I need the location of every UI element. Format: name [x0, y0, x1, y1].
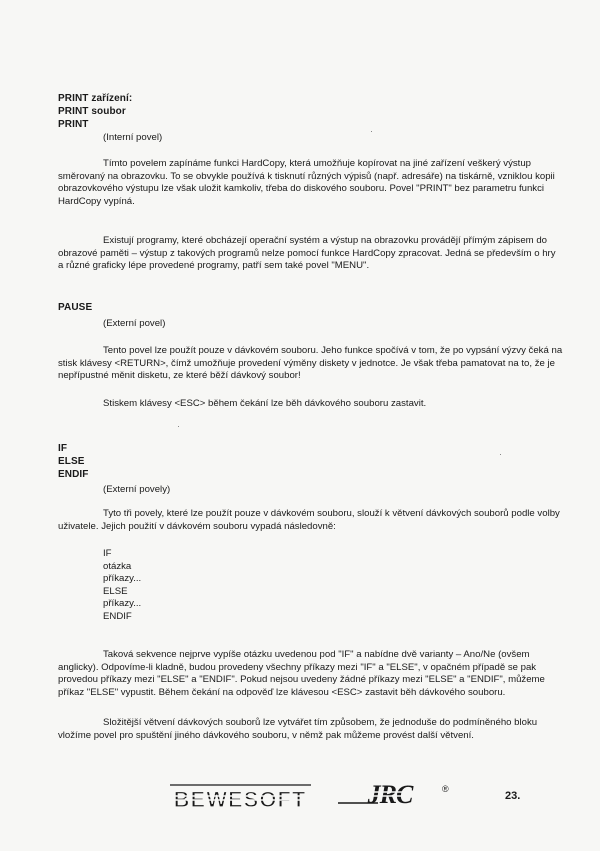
command-heading: PAUSE: [58, 302, 93, 313]
scan-speck: [500, 454, 501, 455]
listing-line: otázka: [103, 560, 132, 572]
paragraph: Existují programy, které obcházejí operační systém a výstup na obrazovku provádějí přímým zápisem do obrazové paměti – výstup z takových programů nelze pomocí funkce HardCopy zpracovat. Jedná se především o hry a různé graficky lépe provedené programy, patří sem také povel "MENU".: [58, 235, 556, 271]
command-type: (Interní povel): [103, 132, 163, 143]
listing-line: příkazy...: [103, 598, 142, 609]
scan-speck: [371, 131, 372, 132]
paragraph: Složitější větvení dávkových souborů lze vytvářet tím způsobem, že jednoduše do podmíněného bloku vložíme povel pro spuštění jiného dávkového souboru, v němž pak můžeme provést další větvení.: [58, 717, 538, 741]
logo-text: JRC: [367, 780, 413, 809]
command-heading: PRINT soubor: [58, 106, 126, 117]
logo-text: BEWESOFT: [173, 787, 307, 811]
paragraph: Tento povel lze použít pouze v dávkovém souboru. Jeho funkce spočívá v tom, že po vypsání výzvy čeká na stisk klávesy <RETURN>, čímž umožňuje provedení výměny diskety v jednotce. Je však třeba pamatovat na to, že je nepřípustné měnit disketu, ze které běží dávkový soubor!: [58, 345, 563, 381]
command-heading: ELSE: [58, 456, 85, 467]
listing-line: IF: [103, 548, 112, 559]
registered-mark: ®: [442, 784, 449, 794]
command-heading: ENDIF: [58, 469, 89, 480]
paragraph: Tímto povelem zapínáme funkci HardCopy, která umožňuje kopírovat na jiné zařízení veškerý výstup směrovaný na obrazovku. To se obvykle používá k tisknutí různých výpisů (např. adresáře) na tiskárně, vzniklou kopii obrazovkového výstupu lze však uložit kamkoliv, třeba do diskového souboru. Povel "PRINT" bez parametru funkci HardCopy vypíná.: [58, 158, 555, 207]
paragraph: Tyto tři povely, které lze použít pouze v dávkovém souboru, slouží k větvení dávkových souborů podle volby uživatele. Jejich použití v dávkovém souboru vypadá následovně:: [58, 508, 560, 532]
command-heading: IF: [58, 443, 68, 454]
paragraph: Taková sekvence nejprve vypíše otázku uvedenou pod "IF" a nabídne dvě varianty – Ano/Ne (ovšem anglicky). Odpovíme-li kladně, budou provedeny všechny příkazy mezi "IF" a "ELSE", v opačném případě se pak provedou příkazy mezi "ELSE" a "ENDIF". Pokud nejsou uvedeny žádné příkazy mezi "ELSE" a "ENDIF", můžeme příkaz "ELSE" vypustit. Během čekání na odpověď lze klávesou <ESC> zastavit běh dávkového souboru.: [58, 649, 545, 698]
scan-speck: [178, 426, 179, 427]
code-listing: [103, 548, 141, 623]
listing-line: ENDIF: [103, 610, 132, 622]
bewesoft-logo: [168, 781, 313, 816]
jrc-logo: [338, 780, 453, 815]
command-type: (Externí povel): [103, 318, 166, 329]
listing-line: příkazy...: [103, 573, 142, 584]
page-number: 23.: [505, 790, 521, 802]
command-heading: PRINT zařízení:: [58, 93, 133, 104]
command-heading: PRINT: [58, 119, 89, 130]
command-type: (Externí povely): [103, 484, 171, 495]
paragraph: Stiskem klávesy <ESC> během čekání lze běh dávkového souboru zastavit.: [103, 398, 427, 409]
listing-line: ELSE: [103, 585, 128, 597]
